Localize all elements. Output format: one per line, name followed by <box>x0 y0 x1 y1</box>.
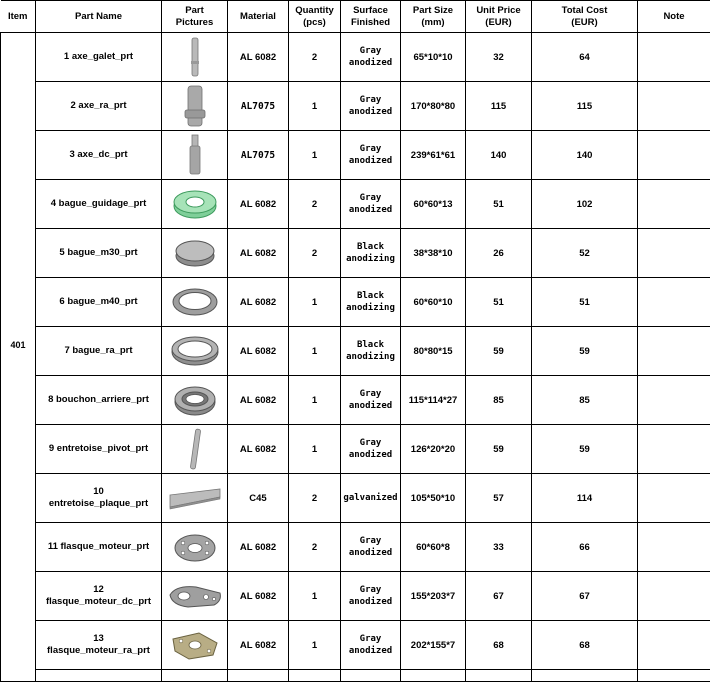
material: AL 6082 <box>228 180 289 229</box>
empty-cell <box>638 670 710 682</box>
note <box>638 180 710 229</box>
table-row <box>1 572 710 621</box>
header-note: Note <box>638 1 710 33</box>
empty-cell <box>341 670 401 682</box>
header-part-pictures: Part Pictures <box>162 1 228 33</box>
ring-icon <box>162 286 227 318</box>
header-part-name: Part Name <box>36 1 162 33</box>
part-picture <box>162 131 228 180</box>
motor-plate-brass-icon <box>162 629 227 661</box>
surface-finish: Gray anodized <box>341 621 401 670</box>
part-name: 12 flasque_moteur_dc_prt <box>36 572 162 621</box>
part-size: 65*10*10 <box>401 33 466 82</box>
quantity: 2 <box>289 523 341 572</box>
empty-cell <box>162 670 228 682</box>
table-row <box>1 621 710 670</box>
quantity: 1 <box>289 376 341 425</box>
table-row <box>1 327 710 376</box>
part-size: 170*80*80 <box>401 82 466 131</box>
round-flange-icon <box>162 531 227 563</box>
table-body <box>1 33 710 682</box>
part-size: 239*61*61 <box>401 131 466 180</box>
part-picture <box>162 572 228 621</box>
pin-icon <box>162 428 227 470</box>
unit-price: 51 <box>466 180 532 229</box>
part-name: 5 bague_m30_prt <box>36 229 162 278</box>
table-row <box>1 474 710 523</box>
part-name: 3 axe_dc_prt <box>36 131 162 180</box>
quantity: 2 <box>289 474 341 523</box>
part-name: 11 flasque_moteur_prt <box>36 523 162 572</box>
part-size: 60*60*10 <box>401 278 466 327</box>
unit-price: 68 <box>466 621 532 670</box>
surface-finish: Black anodizing <box>341 327 401 376</box>
total-cost: 114 <box>532 474 638 523</box>
material: AL 6082 <box>228 33 289 82</box>
header-row <box>1 1 710 33</box>
shaft-stepped-icon <box>162 134 227 176</box>
part-name: 1 axe_galet_prt <box>36 33 162 82</box>
part-name: 9 entretoise_pivot_prt <box>36 425 162 474</box>
table-row <box>1 278 710 327</box>
part-size: 80*80*15 <box>401 327 466 376</box>
material: AL 6082 <box>228 229 289 278</box>
empty-cell <box>532 670 638 682</box>
part-name: 7 bague_ra_prt <box>36 327 162 376</box>
unit-price: 67 <box>466 572 532 621</box>
part-name: 2 axe_ra_prt <box>36 82 162 131</box>
material: AL 6082 <box>228 376 289 425</box>
unit-price: 32 <box>466 33 532 82</box>
unit-price: 115 <box>466 82 532 131</box>
table-row <box>1 131 710 180</box>
surface-finish: Gray anodized <box>341 131 401 180</box>
part-picture <box>162 523 228 572</box>
motor-plate-icon <box>162 581 227 611</box>
flange-ring-green-icon <box>162 188 227 220</box>
material: AL 6082 <box>228 425 289 474</box>
part-picture <box>162 474 228 523</box>
part-picture <box>162 376 228 425</box>
part-size: 105*50*10 <box>401 474 466 523</box>
quantity: 1 <box>289 621 341 670</box>
material: AL 6082 <box>228 572 289 621</box>
surface-finish: Black anodizing <box>341 278 401 327</box>
part-size: 115*114*27 <box>401 376 466 425</box>
part-picture <box>162 621 228 670</box>
note <box>638 572 710 621</box>
total-cost: 59 <box>532 327 638 376</box>
header-part-size: Part Size (mm) <box>401 1 466 33</box>
material: C45 <box>228 474 289 523</box>
empty-cell <box>228 670 289 682</box>
part-picture <box>162 327 228 376</box>
surface-finish: Gray anodized <box>341 425 401 474</box>
plate-bar-icon <box>162 485 227 511</box>
quantity: 1 <box>289 131 341 180</box>
part-name: 13 flasque_moteur_ra_prt <box>36 621 162 670</box>
part-picture <box>162 229 228 278</box>
quantity: 2 <box>289 33 341 82</box>
quantity: 1 <box>289 425 341 474</box>
surface-finish: galvanized <box>341 474 401 523</box>
total-cost: 52 <box>532 229 638 278</box>
quantity: 1 <box>289 327 341 376</box>
quantity: 2 <box>289 180 341 229</box>
material: AL 6082 <box>228 523 289 572</box>
total-cost: 102 <box>532 180 638 229</box>
note <box>638 131 710 180</box>
part-size: 126*20*20 <box>401 425 466 474</box>
part-size: 155*203*7 <box>401 572 466 621</box>
part-size: 60*60*13 <box>401 180 466 229</box>
surface-finish: Gray anodized <box>341 572 401 621</box>
unit-price: 26 <box>466 229 532 278</box>
total-cost: 85 <box>532 376 638 425</box>
note <box>638 229 710 278</box>
total-cost: 68 <box>532 621 638 670</box>
part-picture <box>162 33 228 82</box>
note <box>638 33 710 82</box>
empty-cell <box>289 670 341 682</box>
note <box>638 621 710 670</box>
part-picture <box>162 180 228 229</box>
part-picture <box>162 82 228 131</box>
empty-cell <box>36 670 162 682</box>
header-unit-price: Unit Price (EUR) <box>466 1 532 33</box>
material: AL 6082 <box>228 278 289 327</box>
disc-cap-icon <box>162 238 227 268</box>
shaft-thick-icon <box>162 84 227 128</box>
part-name: 6 bague_m40_prt <box>36 278 162 327</box>
total-cost: 51 <box>532 278 638 327</box>
unit-price: 59 <box>466 327 532 376</box>
surface-finish: Gray anodized <box>341 523 401 572</box>
header-quantity: Quantity (pcs) <box>289 1 341 33</box>
item-number: 401 <box>1 33 36 682</box>
surface-finish: Gray anodized <box>341 376 401 425</box>
table-row <box>1 180 710 229</box>
quantity: 1 <box>289 278 341 327</box>
part-size: 202*155*7 <box>401 621 466 670</box>
quantity: 2 <box>289 229 341 278</box>
table-row <box>1 523 710 572</box>
surface-finish: Gray anodized <box>341 82 401 131</box>
note <box>638 82 710 131</box>
table-row <box>1 82 710 131</box>
part-name: 10 entretoise_plaque_prt <box>36 474 162 523</box>
part-picture <box>162 278 228 327</box>
note <box>638 327 710 376</box>
ring-wide-icon <box>162 334 227 368</box>
material: AL7075 <box>228 131 289 180</box>
part-size: 38*38*10 <box>401 229 466 278</box>
table-row <box>1 33 710 82</box>
part-name: 8 bouchon_arriere_prt <box>36 376 162 425</box>
unit-price: 85 <box>466 376 532 425</box>
part-name: 4 bague_guidage_prt <box>36 180 162 229</box>
part-size: 60*60*8 <box>401 523 466 572</box>
stepped-ring-icon <box>162 383 227 417</box>
total-cost: 67 <box>532 572 638 621</box>
header-item: Item <box>1 1 36 33</box>
table-row <box>1 229 710 278</box>
material: AL 6082 <box>228 621 289 670</box>
surface-finish: Gray anodized <box>341 180 401 229</box>
total-cost: 140 <box>532 131 638 180</box>
quantity: 1 <box>289 572 341 621</box>
unit-price: 57 <box>466 474 532 523</box>
total-cost: 115 <box>532 82 638 131</box>
table-row <box>1 670 710 682</box>
unit-price: 51 <box>466 278 532 327</box>
empty-cell <box>466 670 532 682</box>
material: AL 6082 <box>228 327 289 376</box>
surface-finish: Black anodizing <box>341 229 401 278</box>
table-row <box>1 425 710 474</box>
note <box>638 376 710 425</box>
shaft-thin-icon <box>162 37 227 77</box>
note <box>638 474 710 523</box>
total-cost: 64 <box>532 33 638 82</box>
quantity: 1 <box>289 82 341 131</box>
total-cost: 59 <box>532 425 638 474</box>
material: AL7075 <box>228 82 289 131</box>
note <box>638 278 710 327</box>
header-surface: Surface Finished <box>341 1 401 33</box>
part-picture <box>162 425 228 474</box>
empty-cell <box>401 670 466 682</box>
unit-price: 33 <box>466 523 532 572</box>
unit-price: 59 <box>466 425 532 474</box>
table-row <box>1 376 710 425</box>
note <box>638 425 710 474</box>
note <box>638 523 710 572</box>
header-material: Material <box>228 1 289 33</box>
total-cost: 66 <box>532 523 638 572</box>
unit-price: 140 <box>466 131 532 180</box>
surface-finish: Gray anodized <box>341 33 401 82</box>
header-total-cost: Total Cost (EUR) <box>532 1 638 33</box>
